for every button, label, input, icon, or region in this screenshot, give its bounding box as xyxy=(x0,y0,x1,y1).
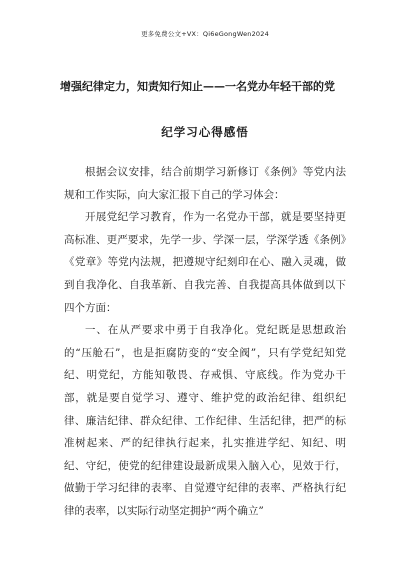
document-body xyxy=(64,161,346,523)
header-note: 更多免费公文+VX：Qi6eGongWen2024 xyxy=(141,30,269,38)
paragraph-1: 根据会议安排，结合前期学习新修订《条例》等党内法规和工作实际，向大家汇报下自己的学习体会： xyxy=(64,166,346,201)
paragraph-2: 开展党纪学习教育，作为一名党办干部，就是要坚持更高标准、更严要求，先学一步、学深一层，学深学透《条例》《党章》等党内法规，把遵规守纪刻印在心、融入灵魂，做到自我净化、自我革新、自我完善、自我提高具体做到以下四个方面： xyxy=(64,211,346,314)
document-title-line-1: 增强纪律定力，知责知行知止——一名党办年轻干部的党 xyxy=(60,80,335,93)
paragraph-3: 一、在从严要求中勇于自我净化。党纪既是思想政治的“压舱石”，也是拒腐防变的“安全阀”，只有学党纪知党纪、明党纪，方能知敬畏、存戒惧、守底线。作为党办干部，就是要自觉学习、遵守、维护党的政治纪律、组织纪律、廉洁纪律、群众纪律、工作纪律、生活纪律，把严的标准树起来、严的纪律执行起来，扎实推进学纪、知纪、明纪、守纪，使党的纪律建设最新成果入脑入心，见效于行，做勤于学习纪律的表率、自觉遵守纪律的表率、严格执行纪律的表率，以实际行动坚定拥护“两个确立” xyxy=(64,324,346,517)
document-title-line-2: 纪学习心得感悟 xyxy=(161,125,249,139)
